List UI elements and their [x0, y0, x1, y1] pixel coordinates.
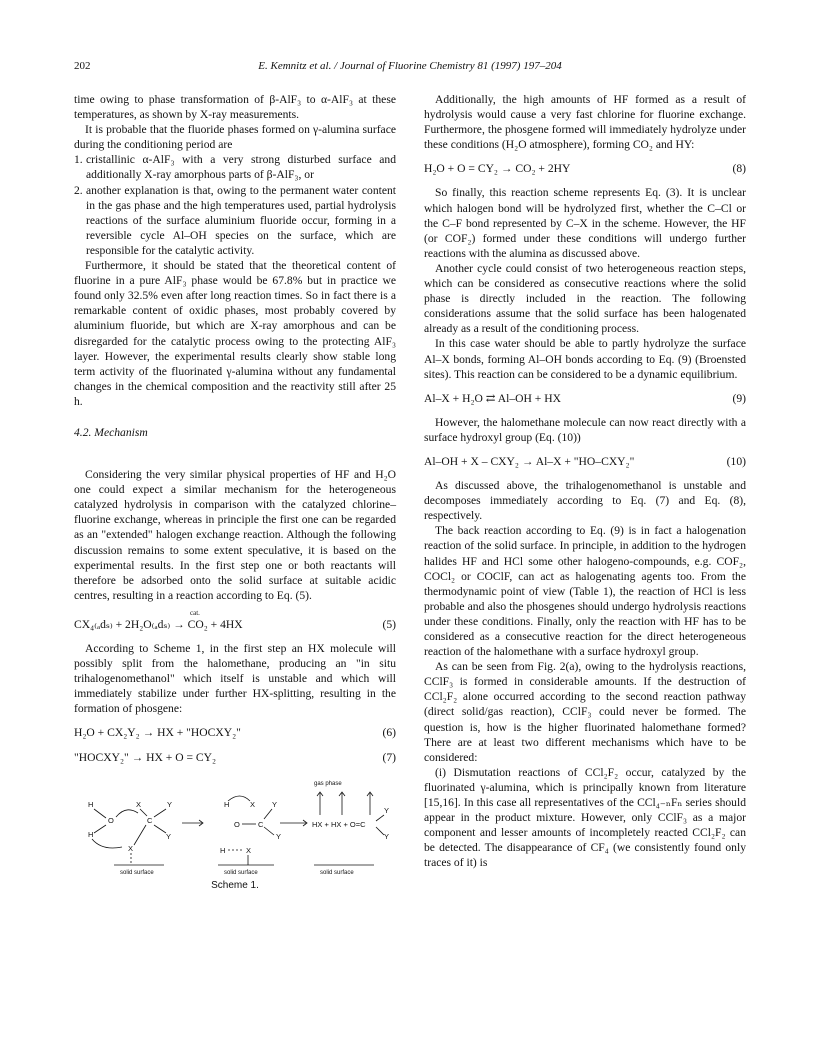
list-item: [74, 183, 396, 258]
atom-o: O: [108, 815, 114, 825]
atom-h: H: [224, 799, 230, 809]
left-column: [74, 92, 396, 901]
atom-y: Y: [384, 831, 390, 841]
scheme-caption: Scheme 1.: [211, 879, 259, 891]
atom-x: X: [246, 845, 252, 855]
atom-x: X: [128, 843, 134, 853]
equation-10: [424, 454, 746, 469]
paragraph: The back reaction according to Eq. (9) is in fact a halogenation reaction of the solid surface. In principle, in addition to the hydrogen halides HF and HCl some other halogeno-compounds, e.g. COF₂, COCl₂ or COClF, can act as halogenating agents too. From the thermodynamic point of view (Table 1), the reaction of HCl is less probable and also the phosgenes should undergo hydrolysis reactions under these conditions. Finally, only the reaction with HF has to be considered as a consecutive reaction for the direct heterogeneous reaction of the halomethane with a surface hydroxyl group.: [424, 524, 746, 659]
section-heading: 4.2. Mechanism: [74, 425, 148, 439]
atom-h: H: [88, 829, 94, 839]
atom-x: X: [136, 799, 142, 809]
paragraph: Furthermore, it should be stated that the theoretical content of fluorine in a pure AlF₃ phase would be 67.8% but in practice we found only 32.5% even after long reaction times. So in fact there is a remarkable content of oxidic phases, most probably covered by aluminium fluoride, but which are X-ray amorphous and can be disregarded for the catalytic process owing to the protecting AlF₃ layer. However, the experimental results clearly show stable long term activity of the fluorinated γ-alumina without any fundamental changes in the chemical composition and the reactivity still after 25 h.: [74, 259, 396, 408]
paragraph: (i) Dismutation reactions of CCl₂F₂ occur, catalyzed by the fluorinated γ-alumina, which is principally known from literature [15,16]. In this case all representatives of the CCl₄₋ₙFₙ series should appear in the product mixture. However, only CClF₃ as a major component and lesser amounts of incompletely reacted CCl₂F₂ can be detected. The disappearance of CF₄ (we consistently found only traces of it) is: [424, 765, 746, 870]
page-header: [74, 60, 746, 76]
equation-text: CX₄₍ₐdₛ₎ + 2H₂O₍ₐdₛ₎ → CO₂ + 4HX: [74, 617, 243, 631]
equation-text: Al–OH + X – CXY₂ → Al–X + "HO–CXY₂": [424, 454, 635, 468]
atom-c: C: [258, 819, 264, 829]
equation-9: [424, 391, 746, 406]
atom-y: Y: [166, 831, 172, 841]
equation-8: [424, 161, 746, 176]
equation-text: H₂O + O = CY₂ → CO₂ + 2HY: [424, 162, 571, 176]
equation-number: (7): [382, 750, 396, 764]
paragraph: Additionally, the high amounts of HF formed as a result of hydrolysis would cause a very fast chlorine for fluorine exchange. Furthermore, the phosgene formed will immediately hydrolyze under these conditions (H₂O atmosphere), forming CO₂ and HY:: [424, 93, 746, 152]
atom-h: H: [220, 845, 226, 855]
scheme-diagram: [74, 775, 396, 887]
page-number: 202: [74, 60, 91, 72]
atom-y: Y: [272, 799, 278, 809]
atom-y: Y: [276, 831, 282, 841]
list-number: 1.: [74, 153, 83, 167]
equation-6: [74, 725, 396, 740]
equation-number: (10): [726, 454, 746, 468]
solid-surface-label: solid surface: [120, 869, 154, 876]
products-label: HX + HX + O=C: [312, 819, 366, 829]
paragraph: Another cycle could consist of two heterogeneous reaction steps, which can be considered as consecutive reactions where the solid phase is directly included in the reaction. The following considerations assume that the solid surface has been halogenated already as a result of the conditioning process.: [424, 261, 746, 336]
list-text: another explanation is that, owing to the permanent water content in the gas phase and the high temperatures used, partial hydrolysis reactions of the surface aluminium fluoride occur, forming in a reversible cycle Al–OH species on the surface, which are responsible for the catalytic activity.: [86, 183, 396, 257]
paragraph: However, the halomethane molecule can now react directly with a surface hydroxyl group (Eq. (10)): [424, 415, 746, 444]
catalyst-label: cat.: [190, 608, 200, 617]
equation-5: [74, 617, 396, 632]
list-text: cristallinic α-AlF₃ with a very strong disturbed surface and additionally X-ray amorphous parts of β-AlF₃, or: [86, 153, 396, 182]
paragraph: Considering the very similar physical properties of HF and H₂O one could expect a similar mechanism for the heterogeneous catalyzed hydrolysis in comparison with the catalyzed chlorine–fluorine exchange, whereas in principle the first one can be regarded as an "extended" halogen exchange reaction. Although the following discussion remains to some extent speculative, it is based on the experimental results. In the first step one or both reactants will therefore be adsorbed onto the solid surface at suitable acidic centres, resulting in a reaction according to Eq. (5).: [74, 468, 396, 602]
paragraph: So finally, this reaction scheme represents Eq. (3). It is unclear which halogen bond will be hydrolyzed first, whether the C–Cl or the C–F bond represented by C–X in the scheme. However, the HF (or COF₂) formed under these conditions will undergo further reactions with the alumina as discussed above.: [424, 186, 746, 260]
paragraph: In this case water should be able to partly hydrolyze the surface Al–X bonds, forming Al–OH bonds according to Eq. (9) (Broensted sites). This reaction can be considered to be a dynamic equilibrium.: [424, 337, 746, 381]
atom-y: Y: [384, 805, 390, 815]
atom-y: Y: [167, 799, 173, 809]
equation-number: (6): [382, 726, 396, 740]
atom-o: O: [234, 819, 240, 829]
atom-c: C: [147, 815, 153, 825]
scheme-1: [74, 775, 396, 901]
right-column: [424, 92, 746, 871]
list-number: 2.: [74, 183, 83, 197]
list-item: [74, 152, 396, 182]
atom-h: H: [88, 799, 94, 809]
paragraph: As discussed above, the trihalogenomethanol is unstable and decomposes immediately according to Eq. (7) and Eq. (8), respectively.: [424, 479, 746, 523]
paragraph: According to Scheme 1, in the first step an HX molecule will possibly split from the halomethane, producing an "in situ trihalogenomethanol" which itself is unstable and which will immediately stabilize under further HX-splitting, resulting in the formation of phosgene:: [74, 642, 396, 716]
equation-number: (8): [732, 162, 746, 176]
paragraph: time owing to phase transformation of β-AlF₃ to α-AlF₃ at these temperatures, as shown by X-ray measurements.: [74, 93, 396, 122]
equation-text: "HOCXY₂" → HX + O = CY₂: [74, 750, 217, 764]
equation-7: [74, 750, 396, 765]
running-head: E. Kemnitz et al. / Journal of Fluorine Chemistry 81 (1997) 197–204: [258, 60, 562, 72]
equation-text: Al–X + H₂O ⇄ Al–OH + HX: [424, 391, 561, 405]
equation-text: H₂O + CX₂Y₂ → HX + "HOCXY₂": [74, 726, 241, 740]
paragraph: As can be seen from Fig. 2(a), owing to the hydrolysis reactions, CClF₃ is formed in considerable amounts. If the destruction of CCl₂F₂ alone occurred according to the second reaction pathway (direct solid/gas reaction), CClF₃ could never be formed. The question is, how is the higher fluorinated halomethane formed? There are at least two different mechanisms which have to be considered:: [424, 660, 746, 764]
atom-x: X: [250, 799, 256, 809]
gas-phase-label: gas phase: [314, 780, 342, 787]
paragraph: It is probable that the fluoride phases formed on γ-alumina surface during the conditioning period are: [74, 123, 396, 152]
solid-surface-label: solid surface: [224, 869, 258, 876]
solid-surface-label: solid surface: [320, 869, 354, 876]
equation-number: (5): [382, 617, 396, 631]
equation-number: (9): [732, 391, 746, 405]
